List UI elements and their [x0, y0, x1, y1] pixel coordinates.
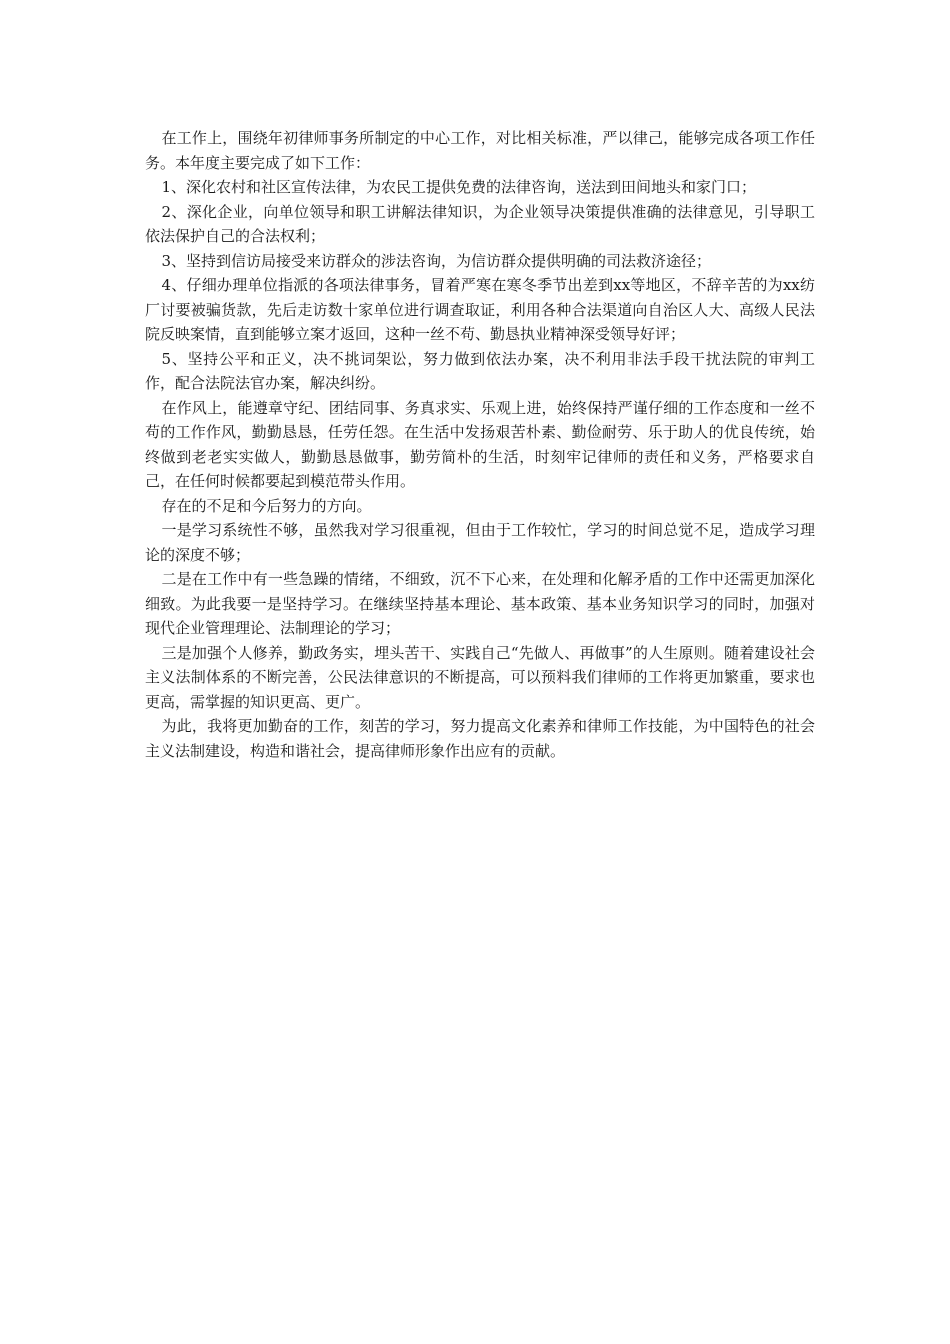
paragraph-work-intro: 在工作上，围绕年初律师事务所制定的中心工作，对比相关标准，严以律己，能够完成各项工作任务。本年度主要完成了如下工作： [145, 129, 815, 172]
paragraph-shortcoming-2: 二是在工作中有一些急躁的情绪，不细致，沉不下心来，在处理和化解矛盾的工作中还需更加深化细致。为此我要一是坚持学习。在继续坚持基本理论、基本政策、基本业务知识学习的同时，加强对现代企业管理理论、法制理论的学习； [145, 570, 815, 637]
paragraph-item-2: 2、深化企业，向单位领导和职工讲解法律知识，为企业领导决策提供准确的法律意见，引导职工依法保护自己的合法权利； [145, 202, 815, 245]
paragraph-conclusion: 为此，我将更加勤奋的工作，刻苦的学习，努力提高文化素养和律师工作技能，为中国特色的社会主义法制建设，构造和谐社会，提高律师形象作出应有的贡献。 [145, 717, 815, 760]
paragraph-item-3: 3、坚持到信访局接受来访群众的涉法咨询，为信访群众提供明确的司法救济途径； [161, 251, 712, 270]
document-body [145, 126, 815, 763]
paragraph-shortcoming-3: 三是加强个人修养，勤政务实，埋头苦干、实践自己“先做人、再做事”的人生原则。随着建设社会主义法制体系的不断完善，公民法律意识的不断提高，可以预料我们律师的工作将更加繁重，要求也更高，需掌握的知识更高、更广。 [145, 643, 815, 711]
paragraph-item-4: 4、仔细办理单位指派的各项法律事务，冒着严寒在寒冬季节出差到xx等地区，不辞辛苦的为xx纺厂讨要被骗货款，先后走访数十家单位进行调查取证，利用各种合法渠道向自治区人大、高级人民法院反映案情，直到能够立案才返回，这种一丝不苟、勤恳执业精神深受领导好评； [145, 276, 815, 343]
paragraph-item-5: 5、坚持公平和正义，决不挑词架讼，努力做到依法办案，决不利用非法手段干扰法院的审判工作，配合法院法官办案，解决纠纷。 [145, 349, 815, 392]
paragraph-shortcomings-heading: 存在的不足和今后努力的方向。 [161, 496, 372, 515]
paragraph-shortcoming-1: 一是学习系统性不够，虽然我对学习很重视，但由于工作较忙，学习的时间总觉不足，造成学习理论的深度不够； [145, 521, 815, 564]
paragraph-item-1: 1、深化农村和社区宣传法律，为农民工提供免费的法律咨询，送法到田间地头和家门口； [161, 178, 757, 196]
paragraph-work-style: 在作风上，能遵章守纪、团结同事、务真求实、乐观上进，始终保持严谨仔细的工作态度和一丝不苟的工作作风，勤勤恳恳，任劳任怨。在生活中发扬艰苦朴素、勤俭耐劳、乐于助人的优良传统，始终做到老老实实做人，勤勤恳恳做事，勤劳简朴的生活，时刻牢记律师的责任和义务，严格要求自己，在任何时候都要起到模范带头作用。 [145, 398, 815, 490]
